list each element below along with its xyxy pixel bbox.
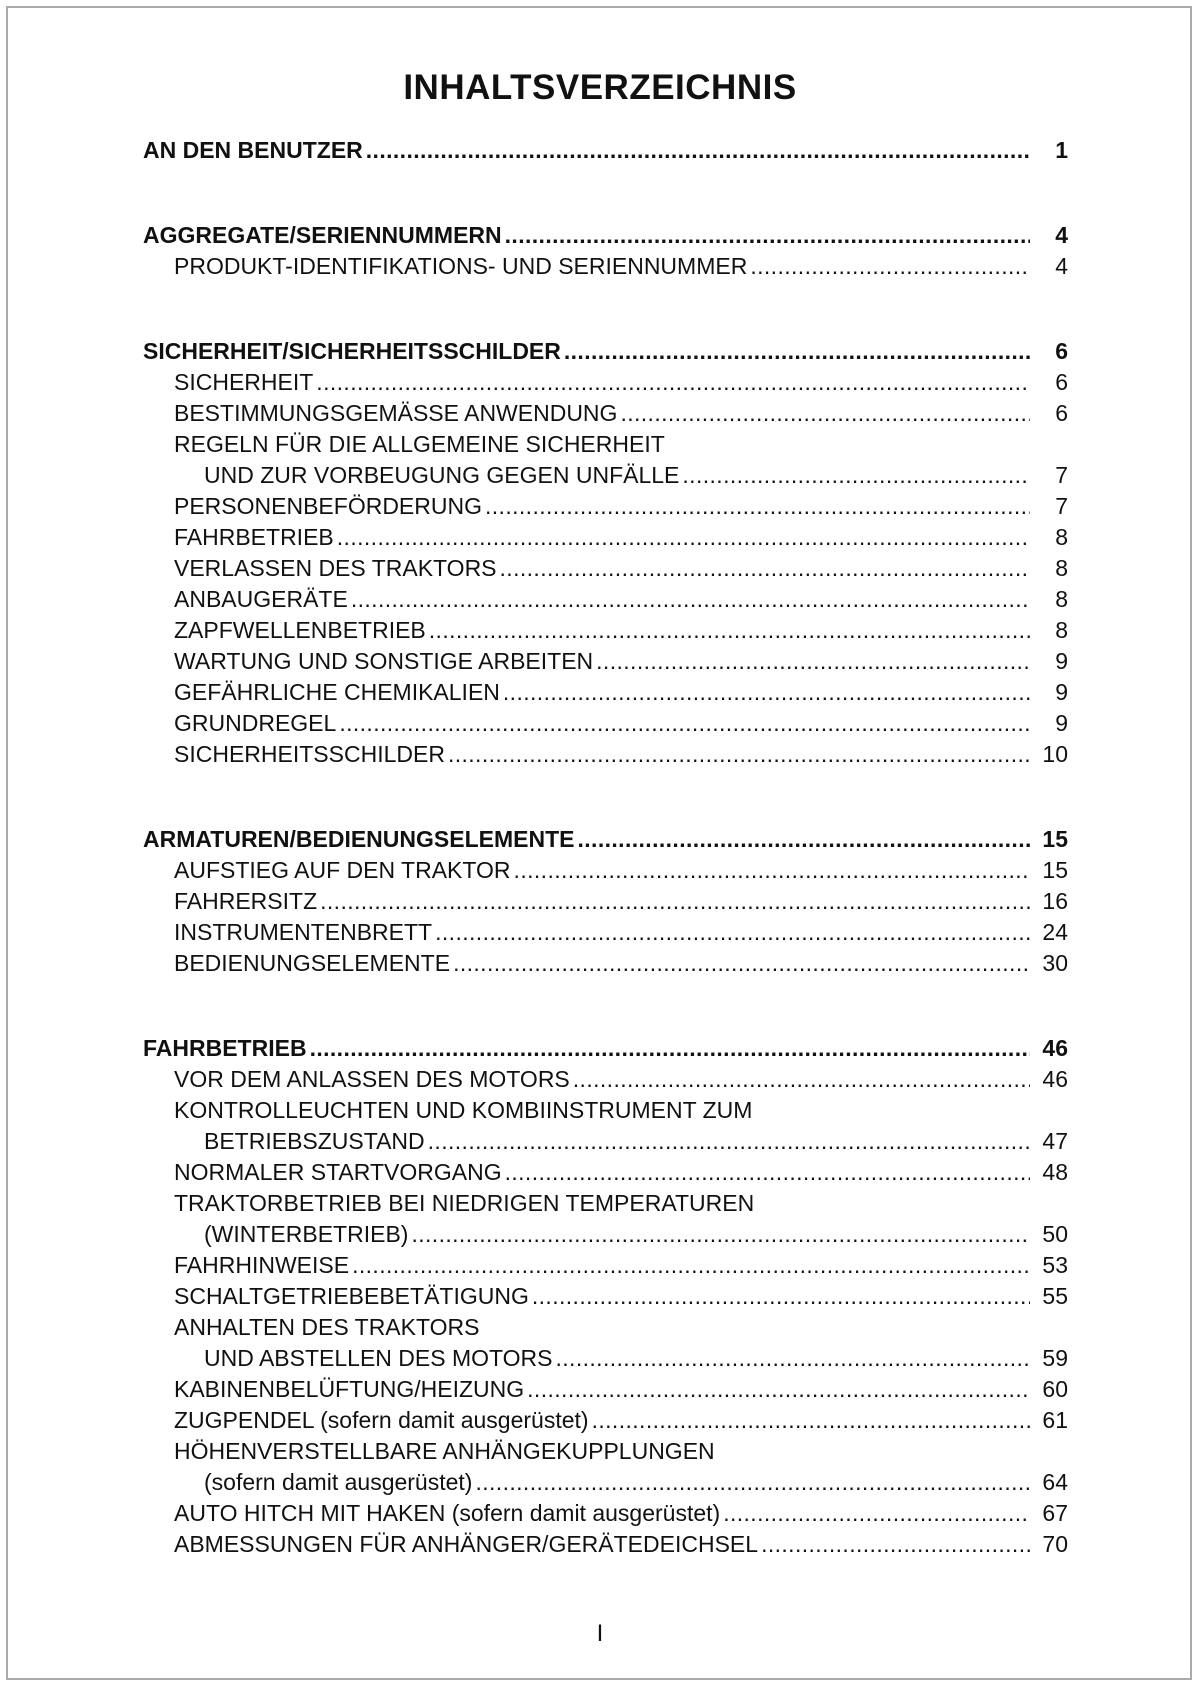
toc-section-entry[interactable] — [143, 460, 1068, 491]
toc-entry-label: KABINENBELÜFTUNG/HEIZUNG — [174, 1376, 525, 1402]
toc-entry-page: 8 — [1055, 555, 1068, 581]
dot-leader — [750, 251, 1030, 282]
dot-leader — [596, 646, 1030, 677]
dot-leader — [428, 1126, 1030, 1157]
toc-entry-label: KONTROLLEUCHTEN UND KOMBIINSTRUMENT ZUM — [174, 1097, 753, 1123]
toc-section-entry[interactable] — [143, 367, 1068, 398]
toc-section-entry[interactable] — [143, 948, 1068, 979]
toc-entry-label: NORMALER STARTVORGANG — [174, 1159, 502, 1185]
toc-entry-page: 60 — [1042, 1376, 1068, 1402]
toc-section-entry[interactable] — [143, 1188, 1068, 1219]
dot-leader — [761, 1529, 1030, 1560]
dot-leader — [514, 855, 1030, 886]
toc-chapter-entry[interactable] — [143, 135, 1068, 166]
toc-section-entry[interactable] — [143, 615, 1068, 646]
toc-entry-label: HÖHENVERSTELLBARE ANHÄNGEKUPPLUNGEN — [174, 1438, 715, 1464]
toc-section-entry[interactable] — [143, 491, 1068, 522]
toc-entry-label: SICHERHEIT — [174, 369, 314, 395]
toc-entry-page: 59 — [1042, 1345, 1068, 1371]
toc-entry-label: FAHRBETRIEB — [174, 524, 334, 550]
toc-entry-page: 10 — [1042, 741, 1068, 767]
toc-section-entry[interactable] — [143, 1250, 1068, 1281]
toc-section-entry[interactable] — [143, 1219, 1068, 1250]
toc-entry-label: BEDIENUNGSELEMENTE — [174, 950, 451, 976]
toc-section-entry[interactable] — [143, 398, 1068, 429]
toc-chapter-entry[interactable] — [143, 336, 1068, 367]
toc-entry-label: GEFÄHRLICHE CHEMIKALIEN — [174, 679, 500, 705]
toc-entry-label: INSTRUMENTENBRETT — [174, 919, 433, 945]
dot-leader — [366, 135, 1030, 166]
toc-entry-label: AUTO HITCH MIT HAKEN (sofern damit ausgerüstet) — [174, 1500, 721, 1526]
toc-entry-label: ANHALTEN DES TRAKTORS — [174, 1314, 480, 1340]
toc-section-entry[interactable] — [143, 1374, 1068, 1405]
toc-entry-label: AGGREGATE/SERIENNUMMERN — [143, 222, 502, 248]
dot-leader — [475, 1467, 1030, 1498]
toc-section-entry[interactable] — [143, 1498, 1068, 1529]
toc-entry-label: FAHRBETRIEB — [143, 1035, 307, 1061]
dot-leader — [564, 336, 1030, 367]
toc-section-entry[interactable] — [143, 1343, 1068, 1374]
toc-section-entry[interactable] — [143, 917, 1068, 948]
toc-section-entry[interactable] — [143, 522, 1068, 553]
dot-leader — [723, 1498, 1030, 1529]
dot-leader — [592, 1405, 1030, 1436]
toc-entry-label: PERSONENBEFÖRDERUNG — [174, 493, 482, 519]
dot-leader — [453, 948, 1030, 979]
toc-entry-label: VOR DEM ANLASSEN DES MOTORS — [174, 1066, 570, 1092]
toc-entry-label: SCHALTGETRIEBEBETÄTIGUNG — [174, 1283, 529, 1309]
dot-leader — [556, 1343, 1031, 1374]
dot-leader — [448, 739, 1030, 770]
toc-section-entry[interactable] — [143, 855, 1068, 886]
dot-leader — [505, 220, 1030, 251]
toc-entry-page: 53 — [1042, 1252, 1068, 1278]
toc-section-entry[interactable] — [143, 553, 1068, 584]
dot-leader — [337, 522, 1030, 553]
toc-section-entry[interactable] — [143, 646, 1068, 677]
toc-entry-label: ABMESSUNGEN FÜR ANHÄNGER/GERÄTEDEICHSEL — [174, 1531, 759, 1557]
toc-section-entry[interactable] — [143, 677, 1068, 708]
toc-entry-label: UND ABSTELLEN DES MOTORS — [204, 1345, 553, 1371]
dot-leader — [316, 367, 1030, 398]
toc-entry-page: 9 — [1055, 710, 1068, 736]
toc-entry-label: (sofern damit ausgerüstet) — [204, 1469, 473, 1495]
toc-entry-page: 46 — [1042, 1035, 1068, 1061]
page-title: INHALTSVERZEICHNIS — [403, 68, 797, 107]
toc-entry-label: UND ZUR VORBEUGUNG GEGEN UNFÄLLE — [204, 462, 680, 488]
toc-entry-label: FAHRERSITZ — [174, 888, 318, 914]
toc-section-entry[interactable] — [143, 1157, 1068, 1188]
toc-section-entry[interactable] — [143, 1405, 1068, 1436]
toc-entry-page: 61 — [1042, 1407, 1068, 1433]
toc-entry-label: GRUNDREGEL — [174, 710, 337, 736]
dot-leader — [351, 584, 1030, 615]
toc-entry-label: AUFSTIEG AUF DEN TRAKTOR — [174, 857, 511, 883]
toc-entry-page: 48 — [1042, 1159, 1068, 1185]
toc-entry-label: ZUGPENDEL (sofern damit ausgerüstet) — [174, 1407, 589, 1433]
toc-entry-page: 9 — [1055, 679, 1068, 705]
toc-section-entry[interactable] — [143, 1095, 1068, 1126]
toc-entry-label: ANBAUGERÄTE — [174, 586, 348, 612]
toc-section-entry[interactable] — [143, 251, 1068, 282]
toc-entry-page: 8 — [1055, 586, 1068, 612]
toc-section-entry[interactable] — [143, 708, 1068, 739]
toc-entry-page: 50 — [1042, 1221, 1068, 1247]
dot-leader — [352, 1250, 1030, 1281]
toc-entry-page: 6 — [1055, 400, 1068, 426]
toc-entry-page: 70 — [1042, 1531, 1068, 1557]
toc-entry-label: SICHERHEITSSCHILDER — [174, 741, 445, 767]
toc-entry-label: BESTIMMUNGSGEMÄSSE ANWENDUNG — [174, 400, 618, 426]
toc-entry-label: PRODUKT-IDENTIFIKATIONS- UND SERIENNUMMER — [174, 253, 748, 279]
toc-section-entry[interactable] — [143, 1064, 1068, 1095]
toc-entry-page: 15 — [1042, 857, 1068, 883]
toc-chapter-entry[interactable] — [143, 220, 1068, 251]
toc-entry-page: 1 — [1055, 137, 1068, 163]
toc-entry-page: 9 — [1055, 648, 1068, 674]
dot-leader — [503, 677, 1030, 708]
dot-leader — [310, 1033, 1030, 1064]
toc-entry-label: FAHRHINWEISE — [174, 1252, 350, 1278]
dot-leader — [429, 615, 1030, 646]
toc-section-entry[interactable] — [143, 429, 1068, 460]
dot-leader — [505, 1157, 1030, 1188]
toc-section-entry[interactable] — [143, 584, 1068, 615]
toc-entry-page: 30 — [1042, 950, 1068, 976]
toc-chapter-entry[interactable] — [143, 1033, 1068, 1064]
page-number: I — [596, 1620, 604, 1647]
toc-section-entry[interactable] — [143, 1126, 1068, 1157]
dot-leader — [573, 1064, 1030, 1095]
toc-section-entry[interactable] — [143, 1529, 1068, 1560]
toc-entry-label: ZAPFWELLENBETRIEB — [174, 617, 426, 643]
toc-entry-label: ARMATUREN/BEDIENUNGSELEMENTE — [143, 826, 575, 852]
toc-section-entry[interactable] — [143, 1467, 1068, 1498]
toc-entry-label: SICHERHEIT/SICHERHEITSSCHILDER — [143, 338, 561, 364]
toc-entry-label: (WINTERBETRIEB) — [204, 1221, 409, 1247]
toc-entry-page: 46 — [1042, 1066, 1068, 1092]
dot-leader — [320, 886, 1030, 917]
toc-entry-label: REGELN FÜR DIE ALLGEMEINE SICHERHEIT — [174, 431, 665, 457]
toc-section-entry[interactable] — [143, 886, 1068, 917]
toc-entry-page: 24 — [1042, 919, 1068, 945]
toc-entry-label: TRAKTORBETRIEB BEI NIEDRIGEN TEMPERATUREN — [174, 1190, 755, 1216]
toc-entry-label: BETRIEBSZUSTAND — [204, 1128, 425, 1154]
toc-entry-page: 8 — [1055, 617, 1068, 643]
toc-entry-label: AN DEN BENUTZER — [143, 137, 363, 163]
toc-entry-page: 7 — [1055, 462, 1068, 488]
toc-entry-label: WARTUNG UND SONSTIGE ARBEITEN — [174, 648, 594, 674]
toc-entry-page: 67 — [1042, 1500, 1068, 1526]
toc-entry-page: 64 — [1042, 1469, 1068, 1495]
dot-leader — [411, 1219, 1030, 1250]
dot-leader — [682, 460, 1030, 491]
toc-entry-page: 4 — [1055, 253, 1068, 279]
toc-section-entry[interactable] — [143, 1281, 1068, 1312]
toc-section-entry[interactable] — [143, 1436, 1068, 1467]
dot-leader — [500, 553, 1030, 584]
toc-entry-page: 4 — [1055, 222, 1068, 248]
toc-entry-page: 47 — [1042, 1128, 1068, 1154]
dot-leader — [339, 708, 1030, 739]
toc-entry-label: VERLASSEN DES TRAKTORS — [174, 555, 497, 581]
toc-entry-page: 16 — [1042, 888, 1068, 914]
dot-leader — [527, 1374, 1030, 1405]
dot-leader — [532, 1281, 1030, 1312]
dot-leader — [577, 824, 1030, 855]
toc-entry-page: 6 — [1055, 338, 1068, 364]
toc-section-entry[interactable] — [143, 1312, 1068, 1343]
toc-entry-page: 6 — [1055, 369, 1068, 395]
toc-entry-page: 7 — [1055, 493, 1068, 519]
dot-leader — [485, 491, 1030, 522]
dot-leader — [435, 917, 1030, 948]
dot-leader — [620, 398, 1030, 429]
toc-section-entry[interactable] — [143, 739, 1068, 770]
toc-entry-page: 55 — [1042, 1283, 1068, 1309]
toc-chapter-entry[interactable] — [143, 824, 1068, 855]
toc-entry-page: 8 — [1055, 524, 1068, 550]
toc-entry-page: 15 — [1042, 826, 1068, 852]
table-of-contents — [143, 135, 1068, 1560]
